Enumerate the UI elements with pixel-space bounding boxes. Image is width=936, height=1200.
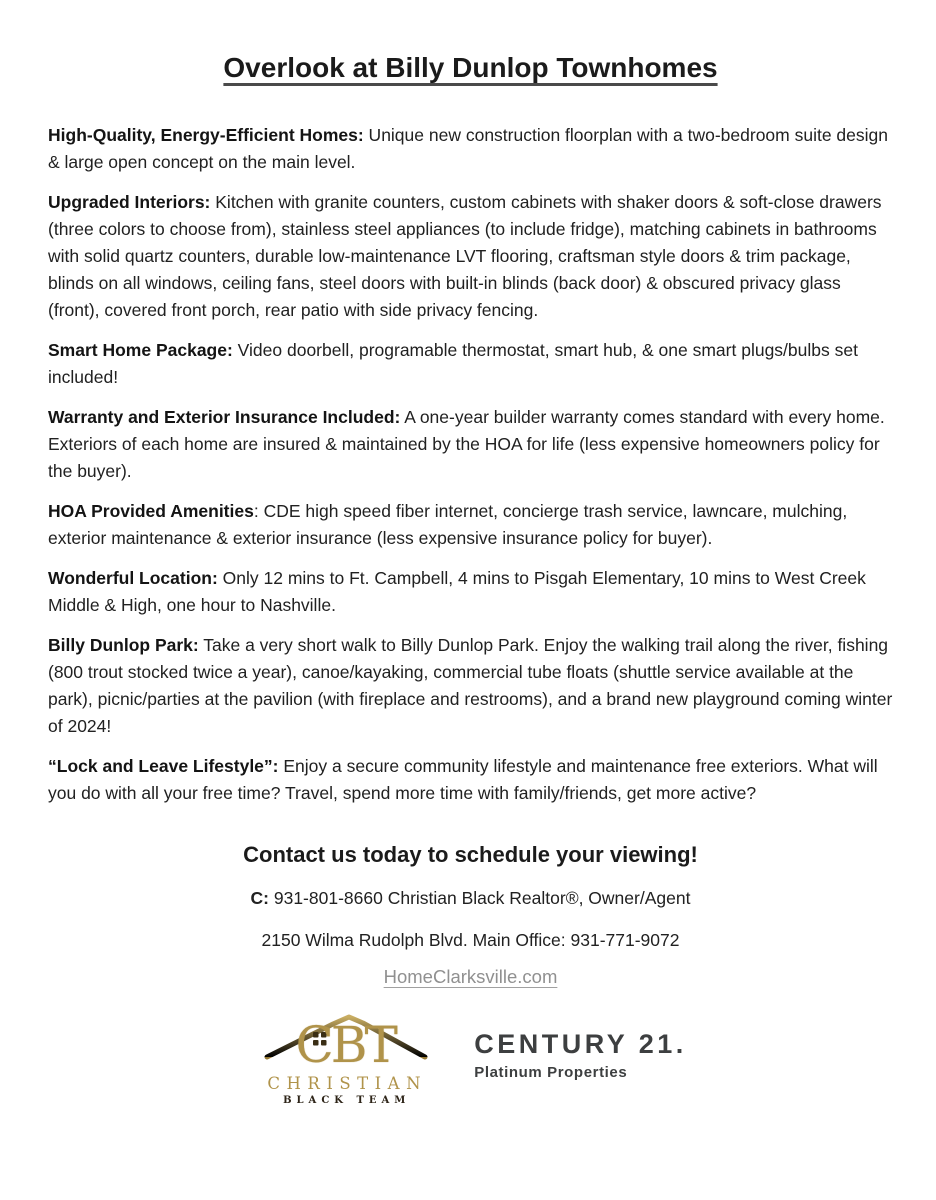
contact-section bbox=[48, 840, 893, 988]
cbt-black-team-text: BLACK TEAM bbox=[283, 1095, 411, 1106]
cell-label: C: bbox=[250, 888, 269, 908]
paragraph-text: Video doorbell, programable thermostat, smart hub, & one smart plugs/bulbs set included! bbox=[48, 340, 858, 387]
paragraph-wonderful-location bbox=[48, 565, 893, 619]
paragraph-label: High-Quality, Energy-Efficient Homes: bbox=[48, 125, 364, 145]
christian-black-team-logo bbox=[254, 1012, 436, 1116]
cbt-monogram: CBT bbox=[295, 1016, 395, 1074]
footer-logos bbox=[48, 1012, 893, 1116]
website-line bbox=[48, 966, 893, 988]
paragraph-text: A one-year builder warranty comes standard with every home. Exteriors of each home are insured & maintained by the HOA for life (less expensive homeowners policy for the buyer). bbox=[48, 407, 885, 481]
cbt-christian-text: CHRISTIAN bbox=[267, 1074, 428, 1093]
paragraph-warranty-insurance bbox=[48, 404, 893, 485]
contact-phone-line bbox=[48, 885, 893, 912]
body-content bbox=[48, 122, 893, 807]
century21-subtitle: Platinum Properties bbox=[474, 1064, 628, 1081]
website-link[interactable]: HomeClarksville.com bbox=[383, 966, 558, 987]
paragraph-label: Warranty and Exterior Insurance Included: bbox=[48, 407, 401, 427]
paragraph-smart-home-package bbox=[48, 337, 893, 391]
paragraph-high-quality-homes bbox=[48, 122, 893, 176]
paragraph-label: Billy Dunlop Park: bbox=[48, 635, 199, 655]
paragraph-billy-dunlop-park bbox=[48, 632, 893, 740]
contact-address-line: 2150 Wilma Rudolph Blvd. Main Office: 931-771-9072 bbox=[261, 930, 680, 950]
paragraph-label: “Lock and Leave Lifestyle”: bbox=[48, 756, 279, 776]
paragraph-label: HOA Provided Amenities bbox=[48, 501, 254, 521]
paragraph-text: Only 12 mins to Ft. Campbell, 4 mins to Pisgah Elementary, 10 mins to West Creek Middle & High, one hour to Nashville. bbox=[48, 568, 866, 615]
paragraph-label: Wonderful Location: bbox=[48, 568, 218, 588]
contact-heading: Contact us today to schedule your viewing! bbox=[243, 842, 698, 867]
page-title: Overlook at Billy Dunlop Townhomes bbox=[223, 52, 718, 83]
phone-text: 931-801-8660 Christian Black Realtor®, Owner/Agent bbox=[269, 888, 691, 908]
paragraph-text: Unique new construction floorplan with a two-bedroom suite design & large open concept on the main level. bbox=[48, 125, 889, 172]
paragraph-text: Take a very short walk to Billy Dunlop Park. Enjoy the walking trail along the river, fishing (800 trout stocked twice a year), canoe/kayaking, commercial tube floats (shuttle service available at the park), picnic/parties at the pavilion (with fireplace and restrooms), and a brand new playground coming winter of 2024! bbox=[48, 635, 893, 736]
paragraph-label: Upgraded Interiors: bbox=[48, 192, 211, 212]
paragraph-text: Enjoy a secure community lifestyle and maintenance free exteriors. What will you do with all your free time? Travel, spend more time with family/friends, get more active? bbox=[48, 756, 878, 803]
paragraph-text: Kitchen with granite counters, custom cabinets with shaker doors & soft-close drawers (three colors to choose from), stainless steel appliances (to include fridge), matching cabinets in bathrooms with solid quartz counters, durable low-maintenance LVT flooring, craftsman style doors & trim package, blinds on all windows, ceiling fans, steel doors with built-in blinds (back door) & obscured privacy glass (front), covered front porch, rear patio with side privacy fencing. bbox=[48, 192, 882, 320]
paragraph-lock-and-leave bbox=[48, 753, 893, 807]
paragraph-label: Smart Home Package: bbox=[48, 340, 233, 360]
century21-logo bbox=[474, 1012, 687, 1081]
century21-wordmark: CENTURY 21. bbox=[474, 1029, 687, 1059]
paragraph-text: : CDE high speed fiber internet, concierge trash service, lawncare, mulching, exterior maintenance & exterior insurance (less expensive insurance policy for buyer). bbox=[48, 501, 848, 548]
paragraph-hoa-amenities bbox=[48, 498, 893, 552]
paragraph-upgraded-interiors bbox=[48, 189, 893, 324]
